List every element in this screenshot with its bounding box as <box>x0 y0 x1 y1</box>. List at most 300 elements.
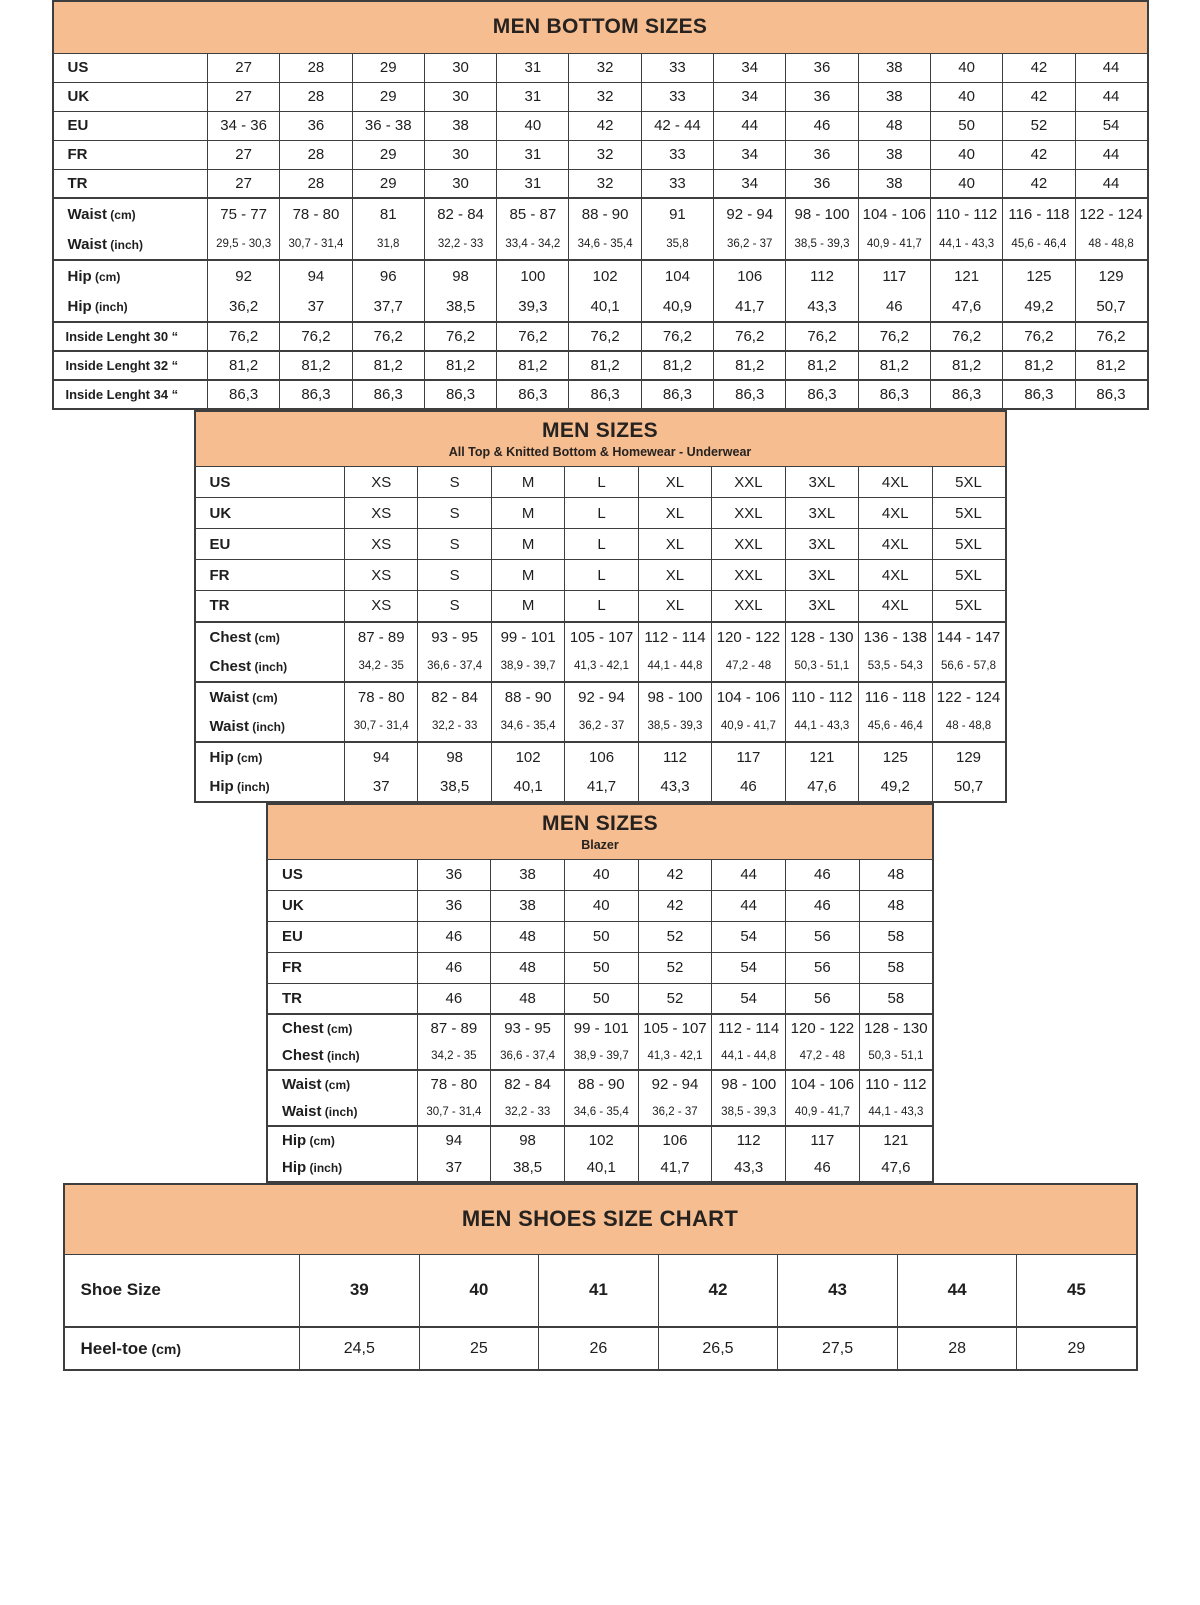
size-cell: 54 <box>712 983 786 1014</box>
row-label: Waist (inch) <box>267 1098 417 1126</box>
size-cell: XS <box>345 467 418 498</box>
size-cell: 49,2 <box>859 772 932 802</box>
size-cell: 50 <box>564 921 638 952</box>
table-row <box>267 952 933 983</box>
size-cell: 58 <box>859 952 933 983</box>
row-label-unit: (inch) <box>91 299 128 314</box>
size-cell: 56,6 - 57,8 <box>932 652 1006 682</box>
size-cell: 4XL <box>859 529 932 560</box>
size-cell: 5XL <box>932 529 1006 560</box>
size-cell: 76,2 <box>352 322 424 351</box>
table-row <box>53 380 1148 409</box>
size-cell: 56 <box>786 921 860 952</box>
size-cell: 33 <box>641 53 713 82</box>
size-cell: 49,2 <box>1003 291 1075 322</box>
size-cell: 43 <box>778 1254 898 1327</box>
size-cell: 38 <box>491 890 565 921</box>
row-label: Hip (inch) <box>267 1154 417 1182</box>
size-cell: 78 - 80 <box>345 682 418 712</box>
size-cell: 46 <box>786 890 860 921</box>
size-cell: 27 <box>208 140 280 169</box>
row-label: Inside Lenght 30 “ <box>53 322 208 351</box>
size-cell: 86,3 <box>1003 380 1075 409</box>
table-row <box>195 772 1006 802</box>
size-cell: 36 <box>417 859 491 890</box>
row-label: Heel-toe (cm) <box>64 1327 300 1370</box>
size-cell: XXL <box>712 498 785 529</box>
size-cell: 47,2 - 48 <box>786 1042 860 1070</box>
size-cell: 3XL <box>785 498 858 529</box>
size-cell: 34,2 - 35 <box>417 1042 491 1070</box>
size-cell: 46 <box>417 952 491 983</box>
row-label: FR <box>267 952 417 983</box>
size-cell: 41,7 <box>638 1154 712 1182</box>
row-label: TR <box>267 983 417 1014</box>
row-label: Inside Lenght 34 “ <box>53 380 208 409</box>
size-cell: 94 <box>417 1126 491 1154</box>
size-cell: 3XL <box>785 560 858 591</box>
size-cell: 76,2 <box>858 322 930 351</box>
size-cell: 54 <box>1075 111 1147 140</box>
table-row <box>195 622 1006 652</box>
size-cell: 40,9 - 41,7 <box>858 229 930 260</box>
size-cell: 106 <box>565 742 638 772</box>
size-cell: 36,2 <box>208 291 280 322</box>
table-row <box>267 983 933 1014</box>
size-cell: 76,2 <box>569 322 641 351</box>
table-header-cell <box>195 411 1006 467</box>
size-cell: 36 <box>786 169 858 198</box>
row-label-unit: (cm) <box>323 1022 353 1036</box>
size-cell: 27 <box>208 82 280 111</box>
size-cell: 122 - 124 <box>932 682 1006 712</box>
table-row <box>53 260 1148 291</box>
size-cell: S <box>418 467 491 498</box>
size-cell: 38,9 - 39,7 <box>491 652 564 682</box>
size-cell: 81,2 <box>1075 351 1147 380</box>
table-row <box>195 652 1006 682</box>
size-cell: 27,5 <box>778 1327 898 1370</box>
size-cell: S <box>418 560 491 591</box>
table-row <box>195 591 1006 622</box>
size-cell: L <box>565 560 638 591</box>
table-row <box>64 1254 1137 1327</box>
size-cell: 86,3 <box>352 380 424 409</box>
size-cell: 42 <box>1003 82 1075 111</box>
size-cell: 4XL <box>859 560 932 591</box>
size-cell: 81,2 <box>1003 351 1075 380</box>
size-cell: XL <box>638 529 711 560</box>
size-cell: 4XL <box>859 498 932 529</box>
row-label: FR <box>195 560 345 591</box>
size-cell: 30,7 - 31,4 <box>345 712 418 742</box>
size-cell: 26 <box>539 1327 659 1370</box>
row-label: UK <box>195 498 345 529</box>
size-cell: 28 <box>280 82 352 111</box>
size-cell: 92 <box>208 260 280 291</box>
size-cell: 86,3 <box>424 380 496 409</box>
size-cell: 36 - 38 <box>352 111 424 140</box>
size-cell: 54 <box>712 952 786 983</box>
size-cell: 5XL <box>932 467 1006 498</box>
men-sizes-blazer-table <box>266 803 934 1184</box>
size-cell: L <box>565 529 638 560</box>
size-cell: 44 <box>1075 169 1147 198</box>
size-cell: 104 - 106 <box>712 682 785 712</box>
size-cell: 125 <box>1003 260 1075 291</box>
size-cell: 86,3 <box>497 380 569 409</box>
size-cell: 87 - 89 <box>345 622 418 652</box>
size-cell: 102 <box>491 742 564 772</box>
size-cell: 38 <box>858 53 930 82</box>
table-row <box>195 682 1006 712</box>
size-cell: XL <box>638 467 711 498</box>
size-cell: 48 <box>491 952 565 983</box>
size-cell: 42 <box>638 890 712 921</box>
table-row <box>267 1042 933 1070</box>
table-row <box>267 921 933 952</box>
size-cell: 42 - 44 <box>641 111 713 140</box>
size-cell: 40,9 - 41,7 <box>786 1098 860 1126</box>
size-cell: 98 <box>491 1126 565 1154</box>
size-cell: XL <box>638 498 711 529</box>
size-cell: 29 <box>352 140 424 169</box>
size-cell: XS <box>345 498 418 529</box>
table-title: MEN BOTTOM SIZES <box>492 15 708 39</box>
size-cell: 36,2 - 37 <box>714 229 786 260</box>
size-cell: 116 - 118 <box>859 682 932 712</box>
table-row <box>53 82 1148 111</box>
size-cell: 86,3 <box>1075 380 1147 409</box>
size-cell: 29 <box>352 82 424 111</box>
size-cell: 106 <box>638 1126 712 1154</box>
size-cell: 44,1 - 43,3 <box>930 229 1002 260</box>
size-cell: 48 <box>491 983 565 1014</box>
size-cell: 81 <box>352 198 424 229</box>
size-cell: 112 <box>712 1126 786 1154</box>
size-cell: 27 <box>208 53 280 82</box>
row-label: Waist (cm) <box>195 682 345 712</box>
size-cell: 136 - 138 <box>859 622 932 652</box>
size-cell: 81,2 <box>280 351 352 380</box>
size-cell: 52 <box>638 983 712 1014</box>
table-title: MEN SHOES SIZE CHART <box>461 1206 739 1232</box>
row-label: EU <box>195 529 345 560</box>
size-cell: 92 - 94 <box>638 1070 712 1098</box>
size-cell: 42 <box>638 859 712 890</box>
size-cell: 43,3 <box>638 772 711 802</box>
size-cell: 50 <box>564 952 638 983</box>
size-cell: 46 <box>786 1154 860 1182</box>
size-cell: 58 <box>859 921 933 952</box>
size-cell: 105 - 107 <box>565 622 638 652</box>
table-row <box>267 859 933 890</box>
table-header-band <box>53 1 1148 53</box>
size-cell: 76,2 <box>1003 322 1075 351</box>
size-cell: 38 <box>858 82 930 111</box>
size-cell: 76,2 <box>930 322 1002 351</box>
row-label: Waist (cm) <box>267 1070 417 1098</box>
table-row <box>53 229 1148 260</box>
size-cell: XL <box>638 591 711 622</box>
row-label-unit: (cm) <box>106 207 136 222</box>
size-cell: 28 <box>280 169 352 198</box>
size-cell: 112 <box>786 260 858 291</box>
size-cell: XS <box>345 591 418 622</box>
size-cell: 76,2 <box>208 322 280 351</box>
size-cell: L <box>565 591 638 622</box>
size-cell: 31 <box>497 53 569 82</box>
size-cell: 76,2 <box>1075 322 1147 351</box>
size-cell: 31,8 <box>352 229 424 260</box>
row-label-unit: (cm) <box>248 690 278 705</box>
table-row <box>64 1327 1137 1370</box>
row-label: Hip (cm) <box>267 1126 417 1154</box>
size-cell: 41,7 <box>714 291 786 322</box>
size-cell: 56 <box>786 983 860 1014</box>
table-row <box>53 322 1148 351</box>
size-cell: 99 - 101 <box>491 622 564 652</box>
size-cell: 46 <box>786 859 860 890</box>
size-cell: 81,2 <box>569 351 641 380</box>
size-cell: 36 <box>280 111 352 140</box>
row-label: EU <box>267 921 417 952</box>
size-cell: 44,1 - 44,8 <box>638 652 711 682</box>
row-label-unit: (cm) <box>233 750 263 765</box>
table-row <box>53 198 1148 229</box>
size-cell: 4XL <box>859 467 932 498</box>
size-cell: 105 - 107 <box>638 1014 712 1042</box>
size-cell: 52 <box>1003 111 1075 140</box>
size-cell: 91 <box>641 198 713 229</box>
size-cell: 38 <box>858 169 930 198</box>
size-cell: XXL <box>712 467 785 498</box>
size-cell: 94 <box>345 742 418 772</box>
size-cell: XXL <box>712 560 785 591</box>
table-row <box>195 529 1006 560</box>
row-label: UK <box>53 82 208 111</box>
row-label: Waist (inch) <box>195 712 345 742</box>
size-cell: 98 <box>424 260 496 291</box>
size-cell: XXL <box>712 529 785 560</box>
size-cell: 81,2 <box>497 351 569 380</box>
size-cell: 44 <box>1075 140 1147 169</box>
table-row <box>267 1126 933 1154</box>
size-cell: 32 <box>569 140 641 169</box>
size-cell: 43,3 <box>786 291 858 322</box>
size-cell: 37 <box>417 1154 491 1182</box>
size-cell: 41,7 <box>565 772 638 802</box>
size-cell: 117 <box>786 1126 860 1154</box>
size-cell: M <box>491 498 564 529</box>
size-cell: 29 <box>352 169 424 198</box>
size-cell: 128 - 130 <box>859 1014 933 1042</box>
size-cell: 86,3 <box>641 380 713 409</box>
size-cell: 88 - 90 <box>491 682 564 712</box>
size-cell: 81,2 <box>714 351 786 380</box>
table-row <box>53 53 1148 82</box>
table-header-band <box>195 411 1006 467</box>
size-cell: 36 <box>786 140 858 169</box>
size-cell: 129 <box>932 742 1006 772</box>
table-row <box>53 140 1148 169</box>
size-cell: 110 - 112 <box>859 1070 933 1098</box>
row-label: Inside Lenght 32 “ <box>53 351 208 380</box>
size-cell: 30 <box>424 82 496 111</box>
table-row <box>53 111 1148 140</box>
size-cell: 32,2 - 33 <box>418 712 491 742</box>
size-cell: 40 <box>564 890 638 921</box>
table-row <box>53 169 1148 198</box>
size-cell: 25 <box>419 1327 539 1370</box>
size-cell: 144 - 147 <box>932 622 1006 652</box>
size-cell: 38,5 <box>418 772 491 802</box>
size-cell: 46 <box>786 111 858 140</box>
size-cell: 106 <box>714 260 786 291</box>
size-cell: S <box>418 529 491 560</box>
size-cell: 46 <box>712 772 785 802</box>
size-cell: 44 <box>1075 82 1147 111</box>
size-cell: 44 <box>712 890 786 921</box>
row-label-unit: (inch) <box>321 1105 358 1119</box>
size-cell: 76,2 <box>714 322 786 351</box>
size-cell: 28 <box>280 140 352 169</box>
table-title: MEN SIZES <box>542 811 658 835</box>
table-row <box>267 1154 933 1182</box>
row-label: Waist (inch) <box>53 229 208 260</box>
size-cell: 87 - 89 <box>417 1014 491 1042</box>
size-cell: 40 <box>497 111 569 140</box>
table-row <box>267 1098 933 1126</box>
size-cell: 56 <box>786 952 860 983</box>
size-cell: 42 <box>658 1254 778 1327</box>
size-cell: M <box>491 467 564 498</box>
size-cell: 98 - 100 <box>712 1070 786 1098</box>
size-cell: 35,8 <box>641 229 713 260</box>
size-cell: 33 <box>641 140 713 169</box>
size-cell: 76,2 <box>280 322 352 351</box>
size-cell: 98 <box>418 742 491 772</box>
size-cell: 47,6 <box>930 291 1002 322</box>
table-row <box>195 467 1006 498</box>
size-cell: 32 <box>569 53 641 82</box>
size-cell: 38 <box>858 140 930 169</box>
size-cell: 37 <box>280 291 352 322</box>
row-label: Hip (inch) <box>53 291 208 322</box>
size-cell: 32 <box>569 82 641 111</box>
size-cell: 30 <box>424 169 496 198</box>
size-cell: 46 <box>417 921 491 952</box>
size-cell: 93 - 95 <box>491 1014 565 1042</box>
size-cell: S <box>418 591 491 622</box>
size-cell: 29 <box>1017 1327 1137 1370</box>
size-cell: 38,5 - 39,3 <box>638 712 711 742</box>
size-cell: 86,3 <box>858 380 930 409</box>
size-cell: 112 - 114 <box>712 1014 786 1042</box>
size-cell: 52 <box>638 952 712 983</box>
size-cell: 38,5 <box>424 291 496 322</box>
size-cell: 28 <box>280 53 352 82</box>
row-label-unit: (cm) <box>321 1078 351 1092</box>
size-cell: 30,7 - 31,4 <box>417 1098 491 1126</box>
size-cell: 52 <box>638 921 712 952</box>
size-cell: 33 <box>641 82 713 111</box>
size-cell: 86,3 <box>930 380 1002 409</box>
table-subtitle: Blazer <box>581 837 619 852</box>
size-cell: 92 - 94 <box>714 198 786 229</box>
size-cell: XXL <box>712 591 785 622</box>
table-header-band <box>267 804 933 860</box>
size-cell: 44,1 - 44,8 <box>712 1042 786 1070</box>
row-label: US <box>267 859 417 890</box>
size-cell: 86,3 <box>280 380 352 409</box>
table-row <box>267 890 933 921</box>
size-cell: 40 <box>564 859 638 890</box>
size-cell: 36,2 - 37 <box>638 1098 712 1126</box>
size-cell: 40 <box>930 140 1002 169</box>
size-cell: 38 <box>424 111 496 140</box>
row-label-unit: (inch) <box>306 1161 343 1175</box>
table-row <box>267 1014 933 1042</box>
size-cell: 40 <box>930 82 1002 111</box>
size-cell: 82 - 84 <box>424 198 496 229</box>
size-cell: 37,7 <box>352 291 424 322</box>
size-cell: 34,6 - 35,4 <box>564 1098 638 1126</box>
row-label: US <box>53 53 208 82</box>
size-cell: 54 <box>712 921 786 952</box>
size-cell: 34,6 - 35,4 <box>569 229 641 260</box>
table-row <box>267 1070 933 1098</box>
size-cell: 38,5 - 39,3 <box>786 229 858 260</box>
size-cell: 3XL <box>785 467 858 498</box>
size-cell: 34 <box>714 169 786 198</box>
size-cell: 98 - 100 <box>638 682 711 712</box>
size-cell: 36,2 - 37 <box>565 712 638 742</box>
size-cell: 33 <box>641 169 713 198</box>
size-cell: 99 - 101 <box>564 1014 638 1042</box>
table-row <box>53 351 1148 380</box>
size-cell: 86,3 <box>208 380 280 409</box>
size-cell: 31 <box>497 82 569 111</box>
size-cell: 31 <box>497 140 569 169</box>
row-label-unit: (inch) <box>106 237 143 252</box>
size-cell: 104 - 106 <box>786 1070 860 1098</box>
size-cell: 50,7 <box>932 772 1006 802</box>
size-cell: 39 <box>300 1254 420 1327</box>
row-label-unit: (cm) <box>91 269 121 284</box>
size-cell: 92 - 94 <box>565 682 638 712</box>
table-subtitle: All Top & Knitted Bottom & Homewear - Underwear <box>448 445 752 459</box>
row-label: Chest (inch) <box>195 652 345 682</box>
size-cell: 117 <box>712 742 785 772</box>
size-cell: 44,1 - 43,3 <box>859 1098 933 1126</box>
table-header-cell <box>267 804 933 860</box>
size-cell: 5XL <box>932 560 1006 591</box>
size-cell: 46 <box>417 983 491 1014</box>
row-label: EU <box>53 111 208 140</box>
size-cell: 45 <box>1017 1254 1137 1327</box>
size-cell: 38,5 - 39,3 <box>712 1098 786 1126</box>
size-cell: 112 <box>638 742 711 772</box>
size-cell: 44 <box>1075 53 1147 82</box>
size-cell: M <box>491 529 564 560</box>
table-header-cell <box>53 1 1148 53</box>
size-cell: 40 <box>930 53 1002 82</box>
size-cell: 82 - 84 <box>418 682 491 712</box>
size-cell: 50,3 - 51,1 <box>785 652 858 682</box>
size-cell: 104 - 106 <box>858 198 930 229</box>
row-label: TR <box>195 591 345 622</box>
